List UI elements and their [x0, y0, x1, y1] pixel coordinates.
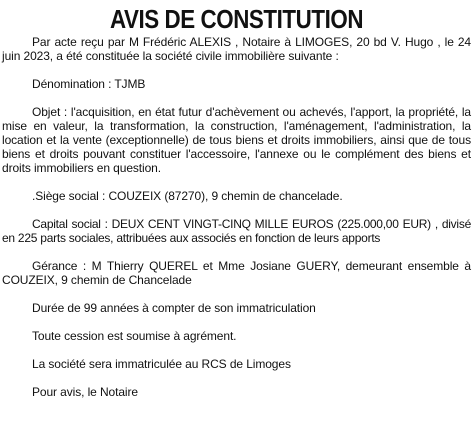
notice-signature-paragraph: Pour avis, le Notaire: [32, 385, 138, 399]
notice-capital-paragraph: Capital social : DEUX CENT VINGT-CINQ MILLE EUROS (225.000,00 EUR) , divisé en 225 parts sociales, attribuées aux associés en fonction de leurs apports: [2, 217, 471, 245]
notice-registration-paragraph: La société sera immatriculée au RCS de Limoges: [32, 357, 291, 371]
notice-management-paragraph: Gérance : M Thierry QUEREL et Mme Josiane GUERY, demeurant ensemble à COUZEIX, 9 chemin de Chancelade: [2, 259, 471, 287]
notice-duration-paragraph: Durée de 99 années à compter de son immatriculation: [32, 301, 316, 315]
notice-seat-paragraph: .Siège social : COUZEIX (87270), 9 chemin de chancelade.: [32, 189, 343, 203]
notice-denomination-paragraph: Dénomination : TJMB: [32, 77, 146, 91]
notice-transfer-paragraph: Toute cession est soumise à agrément.: [32, 329, 237, 343]
notice-object-paragraph: Objet : l'acquisition, en état futur d'achèvement ou achevés, l'apport, la propriété, la mise en valeur, la transformation, la construction, l'aménagement, l'administration, la location et la vente (exceptionnelle) de tous biens et droits immobiliers, ainsi que de tous biens et droits pouvant constituer l'accessoire, l'annexe ou le complément des biens et droits immobiliers en question.: [2, 105, 471, 175]
notice-title: AVIS DE CONSTITUTION: [109, 4, 364, 34]
notice-intro-paragraph: Par acte reçu par M Frédéric ALEXIS , Notaire à LIMOGES, 20 bd V. Hugo , le 24 juin 2023, a été constituée la société civile immobilière suivante :: [2, 35, 471, 63]
